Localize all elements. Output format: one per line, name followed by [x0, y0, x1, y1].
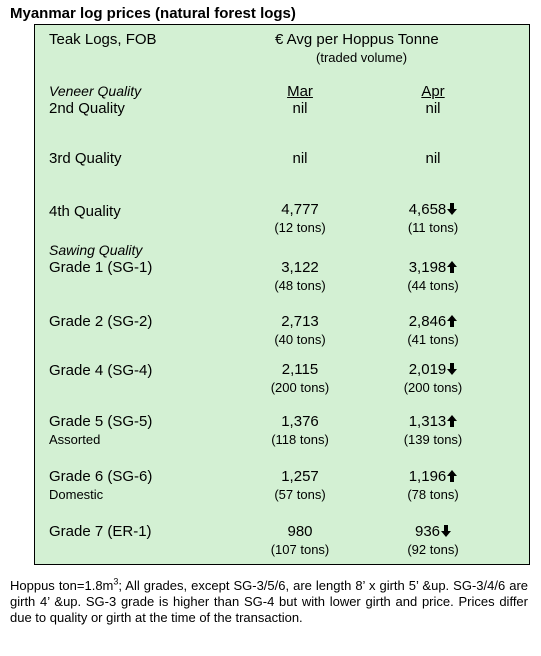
mar-volume: (107 tons) [270, 542, 330, 557]
month-header-apr: Apr [421, 83, 445, 100]
mar-volume: (118 tons) [271, 432, 329, 447]
row-sublabel: Domestic [49, 487, 104, 502]
mar-volume: (200 tons) [270, 380, 330, 395]
mar-price: 2,713 [281, 313, 319, 330]
row-label: Grade 6 (SG-6) [49, 468, 153, 485]
section-veneer-quality: Veneer Quality [49, 83, 142, 99]
apr-price-cell [373, 313, 493, 331]
apr-price-cell [373, 201, 493, 219]
mar-volume: (12 tons) [274, 220, 326, 235]
apr-price: 1,313 [408, 413, 447, 430]
mar-volume: (40 tons) [274, 332, 326, 347]
section-sawing-quality: Sawing Quality [49, 242, 143, 258]
mar-price: 2,115 [281, 361, 319, 378]
footnote-superscript: 3 [113, 576, 119, 587]
apr-price: 1,196 [408, 468, 447, 485]
mar-volume: (57 tons) [274, 487, 326, 502]
apr-volume: (139 tons) [403, 432, 463, 447]
arrow-up-icon [447, 415, 457, 427]
apr-price-cell [373, 413, 493, 431]
apr-volume: (11 tons) [407, 220, 459, 235]
apr-price-cell [373, 523, 493, 541]
arrow-up-icon [447, 315, 457, 327]
footnote-text-rest: ; All grades, except SG-3/5/6, are length 8’ x girth 5’ &up. SG-3/4/6 are girth 4’ &up. SG-3 grade is higher than SG-4 but with lower girth and price. Prices differ due to quality or girth at the time of the transaction. [10, 578, 529, 625]
mar-price: 980 [287, 523, 313, 540]
arrow-down-icon [447, 363, 457, 375]
footnote [10, 578, 528, 626]
row-label: 4th Quality [49, 203, 121, 220]
month-header-mar: Mar [287, 83, 313, 100]
row-label: Grade 2 (SG-2) [49, 313, 153, 330]
arrow-down-icon [441, 525, 451, 537]
arrow-down-icon [447, 203, 457, 215]
apr-price: 2,019 [408, 361, 447, 378]
row-label: Grade 7 (ER-1) [49, 523, 152, 540]
apr-price-cell [373, 259, 493, 277]
apr-volume: (78 tons) [407, 487, 459, 502]
column-header-volume-note: (traded volume) [316, 50, 408, 65]
apr-volume: (44 tons) [407, 278, 459, 293]
apr-volume: (200 tons) [403, 380, 463, 395]
mar-price: 3,122 [281, 259, 319, 276]
mar-price: 1,376 [281, 413, 319, 430]
apr-price-cell [373, 361, 493, 379]
apr-price: 2,846 [408, 313, 447, 330]
row-label: 3rd Quality [49, 150, 122, 167]
row-sublabel: Assorted [49, 432, 101, 447]
apr-price: 4,658 [408, 201, 447, 218]
mar-volume: (48 tons) [274, 278, 326, 293]
arrow-up-icon [447, 470, 457, 482]
mar-price: 4,777 [281, 201, 319, 218]
apr-price-cell [373, 468, 493, 486]
mar-price: 1,257 [281, 468, 319, 485]
column-header-price: € Avg per Hoppus Tonne [275, 31, 439, 48]
page-title: Myanmar log prices (natural forest logs) [10, 5, 296, 22]
mar-price: nil [292, 150, 308, 167]
apr-price: nil [425, 150, 441, 167]
mar-price: nil [292, 100, 308, 117]
apr-volume: (92 tons) [407, 542, 459, 557]
row-label: Grade 1 (SG-1) [49, 259, 153, 276]
apr-volume: (41 tons) [407, 332, 459, 347]
apr-price: 3,198 [408, 259, 447, 276]
apr-price: nil [425, 100, 441, 117]
row-label: Grade 5 (SG-5) [49, 413, 153, 430]
price-table [34, 24, 530, 565]
column-header-product: Teak Logs, FOB [49, 31, 157, 48]
apr-price: 936 [414, 523, 441, 540]
arrow-up-icon [447, 261, 457, 273]
row-label: Grade 4 (SG-4) [49, 362, 153, 379]
row-label: 2nd Quality [49, 100, 125, 117]
footnote-text-start: Hoppus ton=1.8m [10, 578, 114, 593]
